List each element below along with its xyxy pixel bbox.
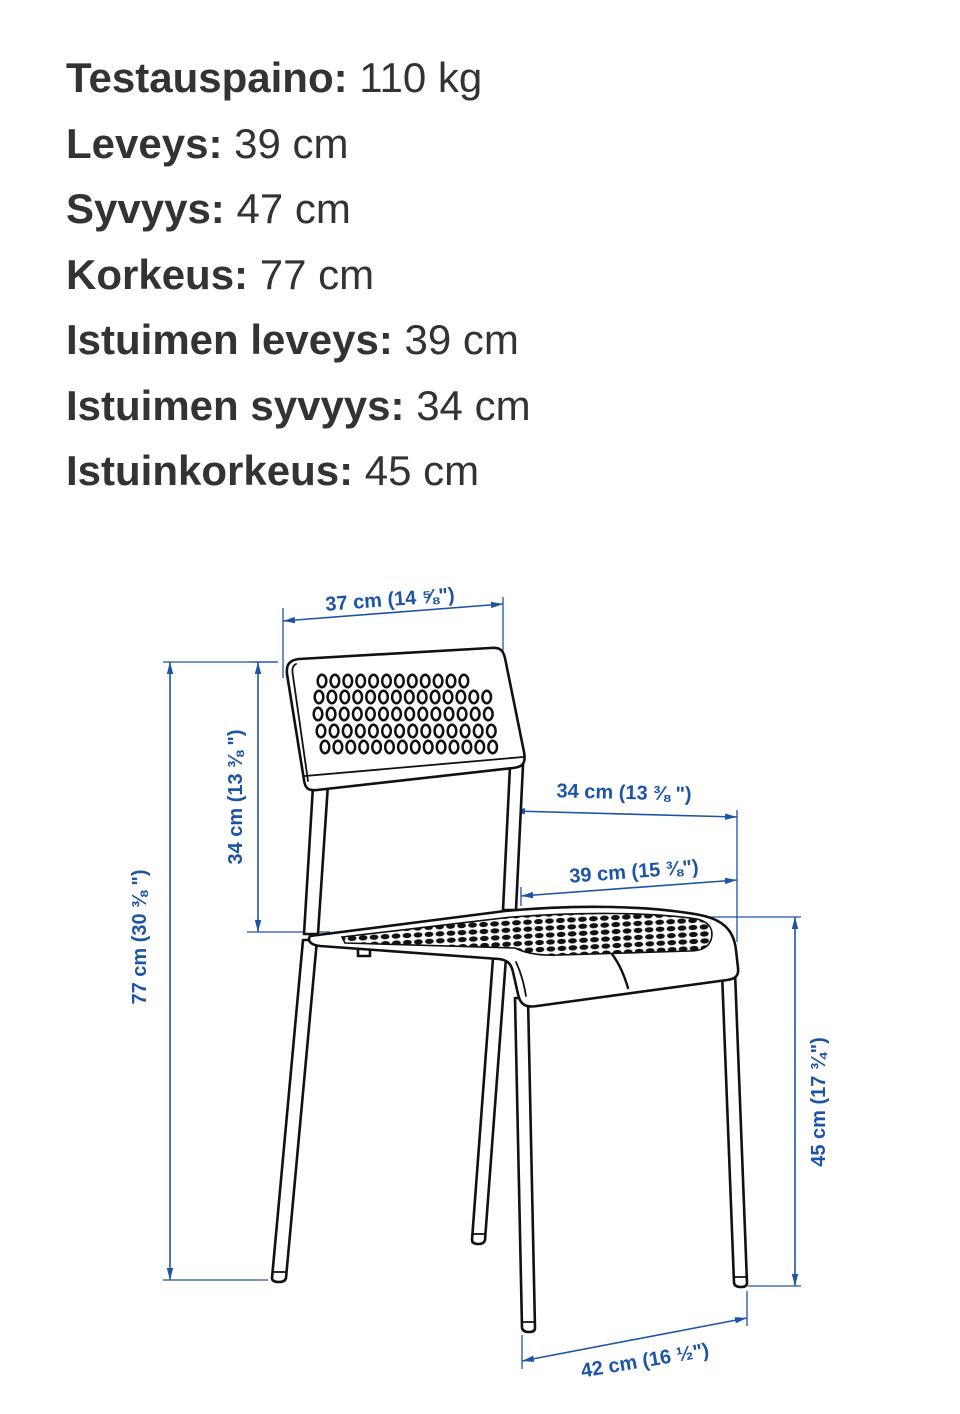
spec-value: 45 cm	[364, 447, 480, 494]
backrest-hole	[341, 691, 350, 703]
chair-drawing	[272, 648, 747, 1332]
backrest-hole	[379, 708, 388, 720]
seat-height-label: 45 cm (17 ¾")	[808, 1037, 830, 1167]
backrest-hole	[359, 741, 368, 753]
backrest-hole	[398, 741, 407, 753]
backrest-hole	[330, 725, 339, 737]
backrest-hole	[372, 741, 381, 753]
spec-label: Testauspaino:	[66, 54, 348, 101]
rear-left-leg	[272, 940, 317, 1282]
backrest-hole	[422, 725, 431, 737]
backrest-hole	[405, 691, 414, 703]
dimension-total-height	[129, 662, 277, 1280]
backrest-hole	[432, 708, 441, 720]
backrest-hole	[392, 691, 401, 703]
backrest-hole	[353, 691, 362, 703]
backrest-hole	[447, 675, 456, 687]
backrest-hole	[405, 708, 414, 720]
spec-value: 39 cm	[234, 119, 349, 167]
rear-right-leg	[472, 958, 506, 1244]
spec-row-test-weight	[66, 45, 531, 111]
backrest-hole	[343, 725, 352, 737]
dimension-seat-width	[521, 856, 737, 906]
backrest-hole	[382, 725, 391, 737]
seat-width-label: 39 cm (15 ⅜")	[568, 856, 700, 888]
backrest-hole	[315, 691, 324, 703]
backrest-hole	[318, 675, 327, 687]
backrest-hole	[408, 675, 417, 687]
backrest-hole	[321, 741, 330, 753]
backrest-hole	[444, 691, 453, 703]
spec-value: 47 cm	[236, 185, 351, 232]
backrest-hole	[379, 691, 388, 703]
chair-dimension-diagram	[0, 560, 960, 1414]
spec-row-height	[66, 242, 531, 308]
backrest-hole	[411, 741, 420, 753]
backrest-hole	[448, 725, 457, 737]
backrest-hole	[461, 725, 470, 737]
backrest-hole	[487, 725, 496, 737]
spec-row-depth	[66, 176, 531, 242]
backrest-hole	[431, 691, 440, 703]
backrest-hole	[395, 725, 404, 737]
backrest-hole	[458, 708, 467, 720]
backrest-hole	[356, 675, 365, 687]
backrest-hole	[421, 675, 430, 687]
spec-value: 110 kg	[359, 54, 483, 101]
spec-row-seat-width	[66, 307, 531, 373]
chair-seat	[309, 907, 738, 1007]
base-width-label: 42 cm (16 ½")	[579, 1339, 711, 1383]
backrest-hole	[353, 708, 362, 720]
backrest-hole	[314, 708, 323, 720]
backrest-hole	[317, 725, 326, 737]
total-height-label: 77 cm (30 ⅜ ")	[129, 869, 151, 1005]
spec-label: Syvyys:	[66, 185, 225, 232]
backrest-hole	[419, 708, 428, 720]
backrest-width-label: 37 cm (14 ⅝")	[324, 584, 456, 616]
chair-legs	[272, 940, 747, 1332]
dimension-spec-list	[66, 45, 531, 504]
spec-value: 34 cm	[416, 381, 531, 429]
spec-row-seat-depth	[66, 373, 531, 439]
backrest-hole	[450, 741, 459, 753]
spec-value: 77 cm	[259, 250, 375, 298]
backrest-hole	[408, 725, 417, 737]
seat-depth-label: 34 cm (13 ⅜ ")	[556, 780, 692, 806]
backrest-hole	[340, 708, 349, 720]
backrest-hole	[457, 691, 466, 703]
spec-row-seat-height	[66, 438, 531, 504]
backrest-hole	[328, 691, 337, 703]
backrest-hole	[369, 675, 378, 687]
backrest-hole	[395, 675, 404, 687]
backrest-hole	[488, 741, 497, 753]
backrest-hole	[356, 725, 365, 737]
spec-label: Korkeus:	[66, 250, 249, 298]
backrest-hole	[476, 741, 485, 753]
backrest-hole	[437, 741, 446, 753]
backrest-hole	[347, 741, 356, 753]
backrest-hole	[463, 741, 472, 753]
backrest-right-tube	[503, 765, 523, 910]
backrest-hole	[434, 675, 443, 687]
backrest-hole	[382, 675, 391, 687]
backrest-hole	[482, 691, 491, 703]
backrest-hole	[366, 691, 375, 703]
chair-backrest	[287, 648, 525, 790]
backrest-hole	[460, 675, 469, 687]
backrest-hole	[366, 708, 375, 720]
front-right-leg	[722, 972, 747, 1287]
dimension-base-width	[522, 1291, 747, 1383]
backrest-hole	[445, 708, 454, 720]
dimension-arrow-line	[513, 811, 737, 817]
backrest-left-tube	[304, 784, 328, 934]
backrest-hole	[470, 691, 479, 703]
spec-label: Istuinkorkeus:	[66, 447, 354, 494]
spec-label: Istuimen syvyys:	[66, 381, 405, 429]
backrest-hole	[471, 708, 480, 720]
backrest-hole	[484, 708, 493, 720]
spec-label: Leveys:	[66, 119, 223, 167]
backrest-hole	[424, 741, 433, 753]
backrest-hole	[418, 691, 427, 703]
spec-value: 39 cm	[404, 316, 519, 363]
backrest-hole	[331, 675, 340, 687]
backrest-hole	[344, 675, 353, 687]
backrest-hole	[435, 725, 444, 737]
spec-label: Istuimen leveys:	[66, 316, 393, 363]
backrest-hole	[327, 708, 336, 720]
front-left-leg	[515, 998, 535, 1332]
backrest-height-label: 34 cm (13 ⅜ ")	[225, 729, 247, 865]
backrest-hole	[334, 741, 343, 753]
spec-row-width	[66, 111, 531, 177]
backrest-hole	[392, 708, 401, 720]
backrest-hole	[369, 725, 378, 737]
backrest-hole	[385, 741, 394, 753]
backrest-hole	[474, 725, 483, 737]
